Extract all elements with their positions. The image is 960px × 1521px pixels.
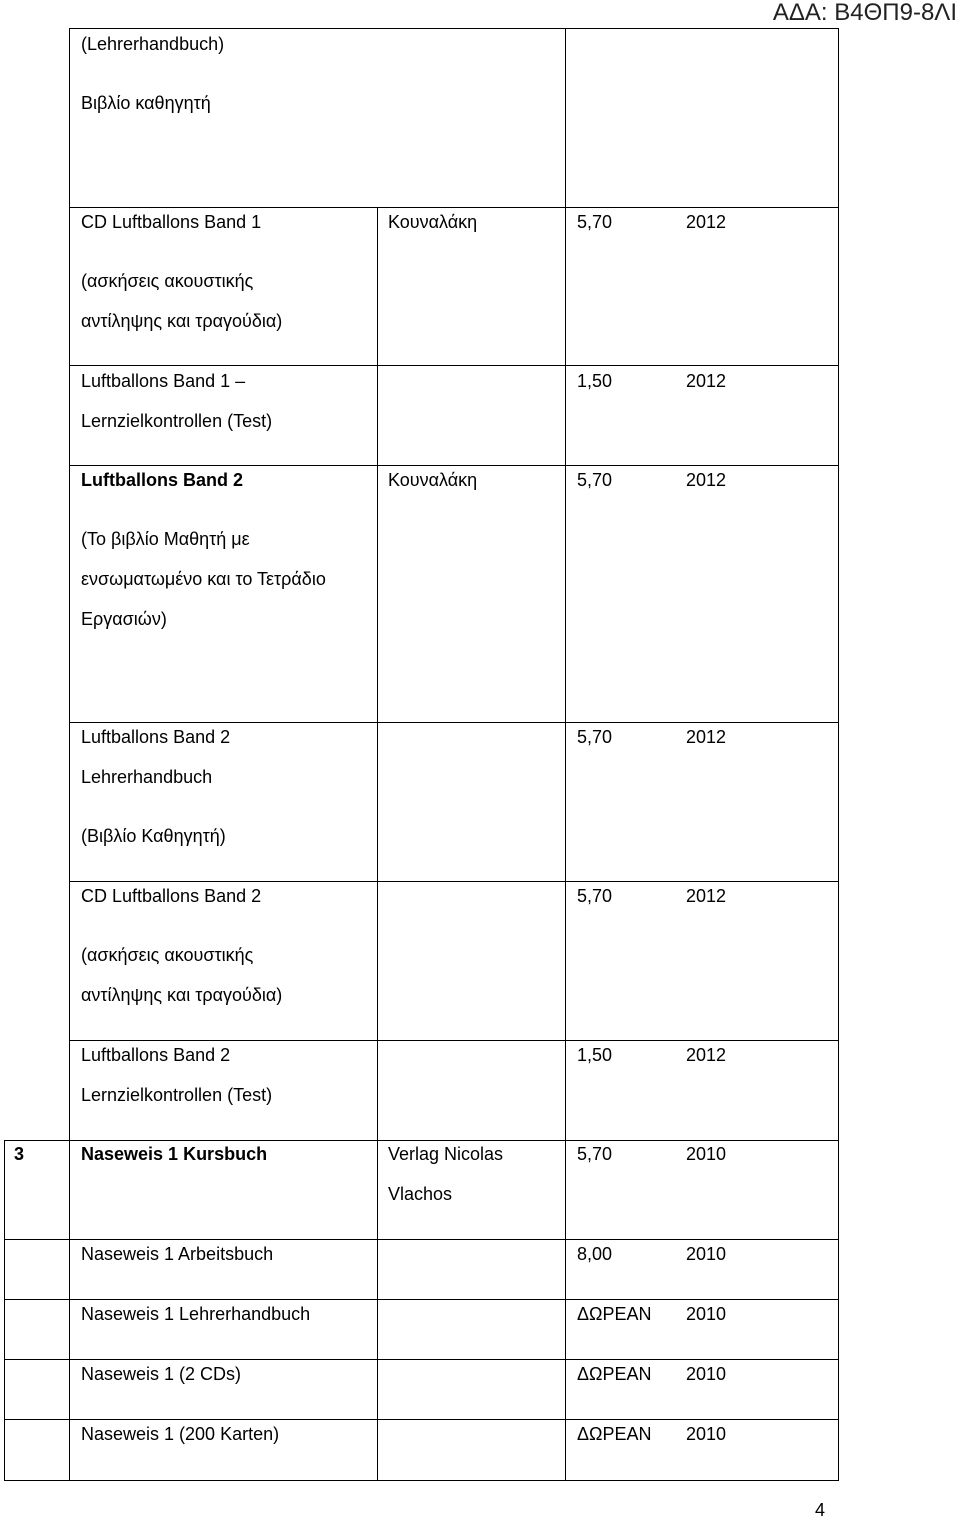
price: ΔΩΡΕΑΝ — [577, 1304, 652, 1324]
book-title-line: Naseweis 1 Lehrerhandbuch — [81, 1304, 311, 1324]
table-row-border — [4, 1140, 839, 1141]
table-column-border — [838, 28, 839, 1481]
price: ΔΩΡΕΑΝ — [577, 1424, 652, 1444]
price: 8,00 — [577, 1244, 613, 1264]
year: 2010 — [686, 1144, 727, 1164]
table-row-border — [69, 365, 839, 366]
book-title-line: Naseweis 1 Arbeitsbuch — [81, 1244, 274, 1264]
table-row-border — [4, 1299, 839, 1300]
book-title-line: (ασκήσεις ακουστικής — [81, 945, 254, 965]
publisher-name: Vlachos — [388, 1184, 453, 1204]
year: 2010 — [686, 1364, 727, 1384]
year: 2010 — [686, 1304, 727, 1324]
book-title-line: Lernzielkontrollen (Test) — [81, 1085, 273, 1105]
table-column-border — [377, 207, 378, 1480]
book-title-line: αντίληψης και τραγούδια) — [81, 985, 283, 1005]
book-title-line: (Βιβλίο Καθηγητή) — [81, 826, 226, 846]
book-title-line: (Το βιβλίο Μαθητή με — [81, 529, 250, 549]
book-title-line: Βιβλίο καθηγητή — [81, 93, 211, 113]
ada-code: ΑΔΑ: Β4ΘΠ9-8ΛΙ — [772, 0, 957, 26]
price: ΔΩΡΕΑΝ — [577, 1364, 652, 1384]
page-number: 4 — [815, 1500, 826, 1520]
table-row-border — [69, 722, 839, 723]
publisher-name: Κουναλάκη — [388, 470, 478, 490]
book-table — [4, 28, 840, 1481]
table-row-border — [69, 881, 839, 882]
price: 5,70 — [577, 727, 613, 747]
price: 1,50 — [577, 371, 613, 391]
year: 2010 — [686, 1424, 727, 1444]
year: 2012 — [686, 886, 727, 906]
table-row-border — [4, 1480, 839, 1481]
table-row-border — [69, 207, 839, 208]
year: 2012 — [686, 371, 727, 391]
year: 2012 — [686, 470, 727, 490]
book-title-line: CD Luftballons Band 1 — [81, 212, 262, 232]
book-title-line: Naseweis 1 (200 Karten) — [81, 1424, 280, 1444]
table-row-border — [4, 1419, 839, 1420]
book-title-line: αντίληψης και τραγούδια) — [81, 311, 283, 331]
table-row-border — [69, 465, 839, 466]
table-row-border — [69, 1040, 839, 1041]
price: 5,70 — [577, 212, 613, 232]
table-column-border — [565, 28, 566, 1481]
year: 2012 — [686, 212, 727, 232]
publisher-name: Verlag Nicolas — [388, 1144, 504, 1164]
book-title-line: Luftballons Band 2 — [81, 1045, 231, 1065]
year: 2012 — [686, 727, 727, 747]
book-title-line: (Lehrerhandbuch) — [81, 34, 225, 54]
publisher-name: Κουναλάκη — [388, 212, 478, 232]
book-title-line: CD Luftballons Band 2 — [81, 886, 262, 906]
year: 2012 — [686, 1045, 727, 1065]
book-title-line: Luftballons Band 2 — [81, 470, 243, 490]
table-column-border — [4, 1140, 5, 1480]
book-title-line: (ασκήσεις ακουστικής — [81, 271, 254, 291]
book-title-line: Naseweis 1 Kursbuch — [81, 1144, 268, 1164]
price: 5,70 — [577, 1144, 613, 1164]
year: 2010 — [686, 1244, 727, 1264]
price: 5,70 — [577, 470, 613, 490]
book-title-line: ενσωματωμένο και το Τετράδιο — [81, 569, 326, 589]
book-title-line: Naseweis 1 (2 CDs) — [81, 1364, 242, 1384]
book-title-line: Luftballons Band 2 — [81, 727, 231, 747]
book-title-line: Lernzielkontrollen (Test) — [81, 411, 273, 431]
book-title-line: Εργασιών) — [81, 609, 167, 629]
book-title-line: Luftballons Band 1 – — [81, 371, 246, 391]
book-title-line: Lehrerhandbuch — [81, 767, 213, 787]
table-row-border — [69, 28, 838, 29]
table-row-border — [4, 1359, 839, 1360]
table-row-border — [4, 1239, 839, 1240]
row-number: 3 — [14, 1144, 25, 1164]
price: 1,50 — [577, 1045, 613, 1065]
price: 5,70 — [577, 886, 613, 906]
table-column-border — [69, 28, 70, 1481]
